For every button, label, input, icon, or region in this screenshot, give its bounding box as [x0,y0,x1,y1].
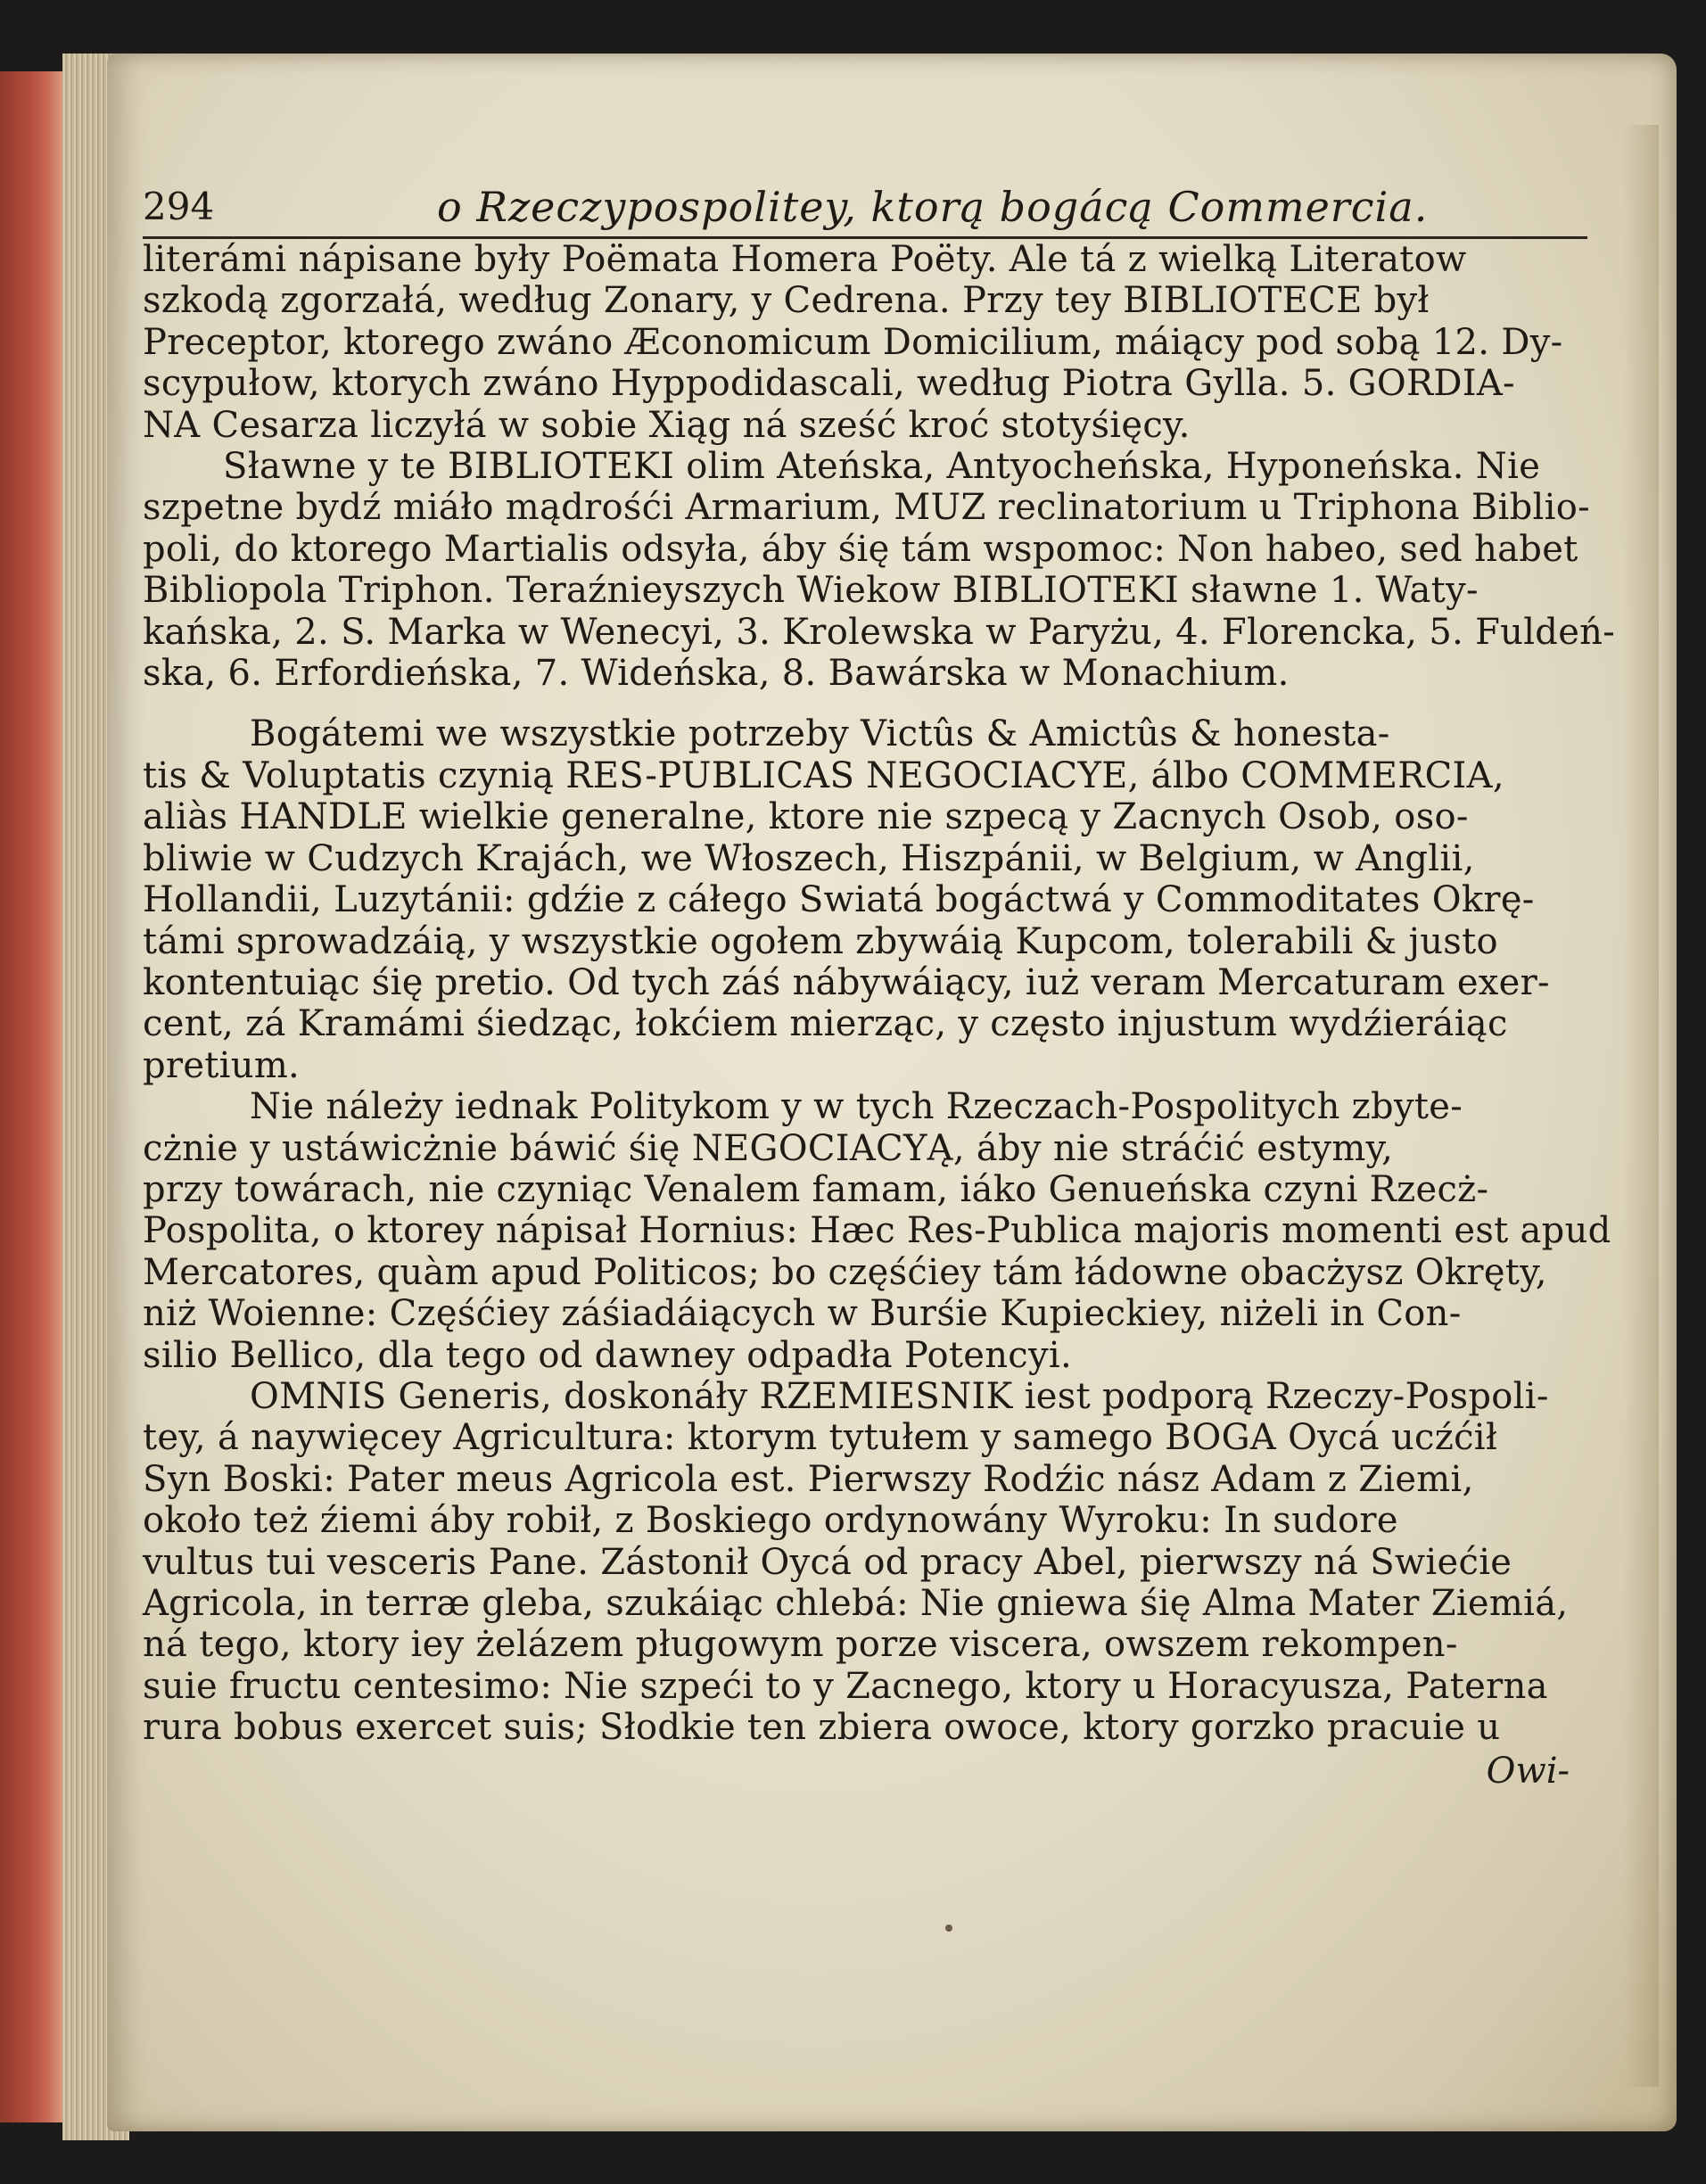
text-line: szpetne bydź miáło mądrośći Armarium, MUZ reclinatorium u Triphona Biblio- [143,487,1590,529]
text-line: vultus tui vesceris Pane. Zástonił Oycá od pracy Abel, pierwszy ná Swiećie [143,1541,1512,1583]
text-line: rura bobus exercet suis; Słodkie ten zbiera owoce, ktory gorzko pracuie u [143,1707,1501,1749]
text-line: poli, do ktorego Martialis odsyła, áby śię tám wspomoc: Non habeo, sed habet [143,528,1578,570]
text-line: Sławne y te BIBLIOTEKI olim Ateńska, Antyocheńska, Hyponeńska. Nie [223,446,1541,488]
paragraph-3 [143,713,1587,1086]
text-line: Hollandii, Luzytánii: gdźie z cáłego Swiatá bogáctwá y Commoditates Okrę- [143,879,1535,921]
text-line: kontentuiąc śię pretio. Od tych záś nábywáiący, iuż veram Mercaturam exer- [143,961,1550,1003]
page-number: 294 [143,185,215,228]
text-line: ska, 6. Erfordieńska, 7. Wideńska, 8. Bawárska w Monachium. [143,653,1290,695]
text-line: scypułow, ktorych zwáno Hyppodidascali, według Piotra Gylla. 5. GORDIA- [143,363,1515,405]
text-line: NA Cesarza liczyłá w sobie Xiąg ná sześć kroć stotyśięcy. [143,404,1191,446]
text-block [143,183,1616,1793]
text-line: Preceptor, ktorego zwáno Æconomicum Domicilium, máiący pod sobą 12. Dy- [143,321,1563,363]
paragraph-4 [143,1086,1611,1376]
text-line: przy towárach, nie czyniąc Venalem famam, iáko Genueńska czyni Rzecż- [143,1168,1489,1210]
paragraph-gap [143,694,1587,713]
text-line: Pospolita, o ktorey nápisał Hornius: Hæc Res-Publica majoris momenti est apud [143,1210,1611,1252]
text-line: Mercatores, quàm apud Politicos; bo częśćiey tám łádowne obacżysz Okręty, [143,1251,1547,1293]
page-edge [0,71,62,2122]
text-line: tis & Voluptatis czynią RES-PUBLICAS NEGOCIACYE, álbo COMMERCIA, [143,754,1504,796]
text-line: ná tego, ktory iey żelázem pługowym porze viscera, owszem rekompen- [143,1624,1458,1666]
text-line: pretium. [143,1044,301,1086]
text-line: suie fructu centesimo: Nie szpeći to y Zacnego, ktory u Horacyusza, Paterna [143,1665,1548,1707]
text-line: silio Bellico, dla tego od dawney odpadła Potencyi. [143,1334,1072,1376]
page-header [143,183,1587,239]
text-line: kańska, 2. S. Marka w Wenecyi, 3. Krolewska w Paryżu, 4. Florencka, 5. Fuldeń- [143,611,1616,653]
paragraph-2 [143,446,1616,695]
text-line: niż Woienne: Częśćiey záśiadáiących w Burśie Kupieckiey, niżeli in Con- [143,1293,1462,1335]
text-line: cent, zá Kramámi śiedząc, łokćiem mierząc, y często injustum wydźieráiąc [143,1003,1508,1045]
catchword: Owi- [1486,1750,1570,1792]
paragraph-1 [143,239,1587,446]
text-line: szkodą zgorzałá, według Zonary, y Cedrena. Przy tey BIBLIOTECE był [143,280,1430,322]
text-line: bliwie w Cudzych Krajách, we Włoszech, Hiszpánii, w Belgium, w Anglii, [143,837,1475,879]
text-line: tey, á naywięcey Agricultura: ktorym tytułem y samego BOGA Oycá ucźćił [143,1417,1498,1459]
text-line: aliàs HANDLE wielkie generalne, ktore nie szpecą y Zacnych Osob, oso- [143,796,1469,838]
ink-spot [945,1924,952,1932]
running-head: o Rzeczypospolitey, ktorą bogácą Commercia. [437,183,1429,231]
page-fold-shadow [1623,125,1659,2087]
text-line: około też źiemi áby robił, z Boskiego ordynowány Wyroku: In sudore [143,1500,1398,1542]
text-line: literámi nápisane były Poëmata Homera Poëty. Ale tá z wielką Literatow [143,239,1467,280]
text-line: Nie náleży iednak Politykom y w tych Rzeczach-Pospolitych zbyte- [250,1086,1463,1128]
text-line: támi sprowadzáią, y wszystkie ogołem zbywáią Kupcom, tolerabili & justo [143,920,1498,962]
text-line: Agricola, in terræ gleba, szukáiąc chlebá: Nie gniewa śię Alma Mater Ziemiá, [143,1583,1569,1624]
text-line: Syn Boski: Pater meus Agricola est. Pierwszy Rodźic nász Adam z Ziemi, [143,1458,1474,1500]
text-line: Bogátemi we wszystkie potrzeby Victûs & Amictûs & honesta- [250,713,1390,755]
text-line: OMNIS Generis, doskonáły RZEMIESNIK iest podporą Rzeczy-Pospoli- [250,1375,1549,1417]
text-line: Bibliopola Triphon. Teraźnieyszych Wiekow BIBLIOTEKI sławne 1. Waty- [143,570,1479,612]
text-line: cżnie y ustáwicżnie báwić śię NEGOCIACYĄ, áby nie stráćić estymy, [143,1127,1394,1169]
paragraph-5 [143,1376,1587,1749]
